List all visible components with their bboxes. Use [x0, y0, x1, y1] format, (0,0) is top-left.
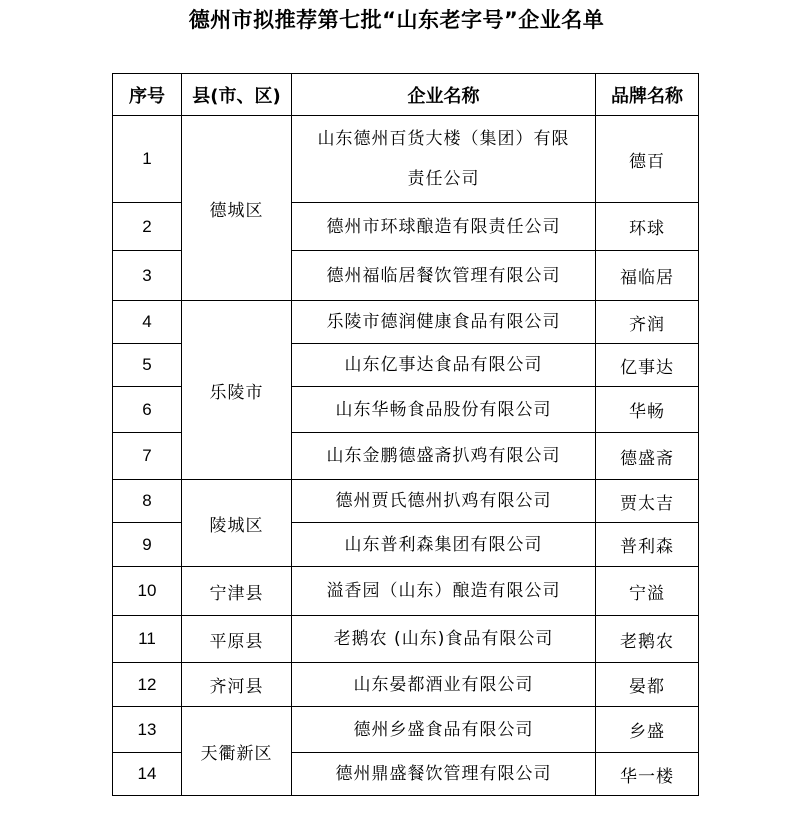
row-number: 4	[113, 301, 182, 344]
row-number: 8	[113, 480, 182, 523]
brand-name: 贾太吉	[596, 480, 699, 523]
company-name-line: 山东德州百货大楼（集团）有限	[317, 129, 570, 149]
brand-name: 环球	[596, 203, 699, 251]
brand-name: 乡盛	[596, 707, 699, 753]
county-cell: 宁津县	[182, 567, 292, 616]
company-name: 溢香园（山东）酿造有限公司	[292, 567, 596, 616]
row-number: 12	[113, 663, 182, 707]
county-cell: 乐陵市	[182, 301, 292, 480]
brand-name: 福临居	[596, 251, 699, 301]
company-name: 德州福临居餐饮管理有限公司	[292, 251, 596, 301]
table-row	[113, 567, 699, 616]
row-number: 13	[113, 707, 182, 753]
company-list-table	[112, 73, 699, 796]
header-no: 序号	[113, 74, 182, 116]
row-number: 7	[113, 433, 182, 480]
company-name: 山东晏都酒业有限公司	[292, 663, 596, 707]
row-number: 10	[113, 567, 182, 616]
table-row	[113, 616, 699, 663]
row-number: 14	[113, 753, 182, 796]
table-row	[113, 663, 699, 707]
table-row	[113, 480, 699, 523]
table-row	[113, 707, 699, 753]
company-name: 山东普利森集团有限公司	[292, 523, 596, 567]
company-name: 德州鼎盛餐饮管理有限公司	[292, 753, 596, 796]
company-name: 老鹅农 (山东)食品有限公司	[292, 616, 596, 663]
brand-name: 华一楼	[596, 753, 699, 796]
row-number: 1	[113, 116, 182, 203]
page-title: 德州市拟推荐第七批“山东老字号”企业名单	[188, 8, 605, 32]
county-cell: 齐河县	[182, 663, 292, 707]
brand-name: 晏都	[596, 663, 699, 707]
brand-name: 德百	[596, 116, 699, 203]
row-number: 3	[113, 251, 182, 301]
county-cell: 天衢新区	[182, 707, 292, 796]
company-name: 山东亿事达食品有限公司	[292, 344, 596, 387]
header-company: 企业名称	[292, 74, 596, 116]
company-name: 德州贾氏德州扒鸡有限公司	[292, 480, 596, 523]
brand-name: 华畅	[596, 387, 699, 433]
row-number: 2	[113, 203, 182, 251]
row-number: 6	[113, 387, 182, 433]
brand-name: 宁溢	[596, 567, 699, 616]
company-name: 德州乡盛食品有限公司	[292, 707, 596, 753]
county-cell: 陵城区	[182, 480, 292, 567]
brand-name: 齐润	[596, 301, 699, 344]
brand-name: 亿事达	[596, 344, 699, 387]
county-cell: 德城区	[182, 116, 292, 301]
header-county: 县(市、区)	[182, 74, 292, 116]
row-number: 11	[113, 616, 182, 663]
table-row	[113, 301, 699, 344]
brand-name: 老鹅农	[596, 616, 699, 663]
row-number: 9	[113, 523, 182, 567]
company-name: 山东华畅食品股份有限公司	[292, 387, 596, 433]
row-number: 5	[113, 344, 182, 387]
header-brand: 品牌名称	[596, 74, 699, 116]
company-name: 乐陵市德润健康食品有限公司	[292, 301, 596, 344]
brand-name: 普利森	[596, 523, 699, 567]
company-name: 山东金鹏德盛斋扒鸡有限公司	[292, 433, 596, 480]
brand-name: 德盛斋	[596, 433, 699, 480]
table-row	[113, 116, 699, 203]
company-name-line: 责任公司	[407, 169, 480, 189]
county-cell: 平原县	[182, 616, 292, 663]
company-name	[292, 116, 596, 203]
company-name: 德州市环球酿造有限责任公司	[292, 203, 596, 251]
table-header-row	[113, 74, 699, 116]
